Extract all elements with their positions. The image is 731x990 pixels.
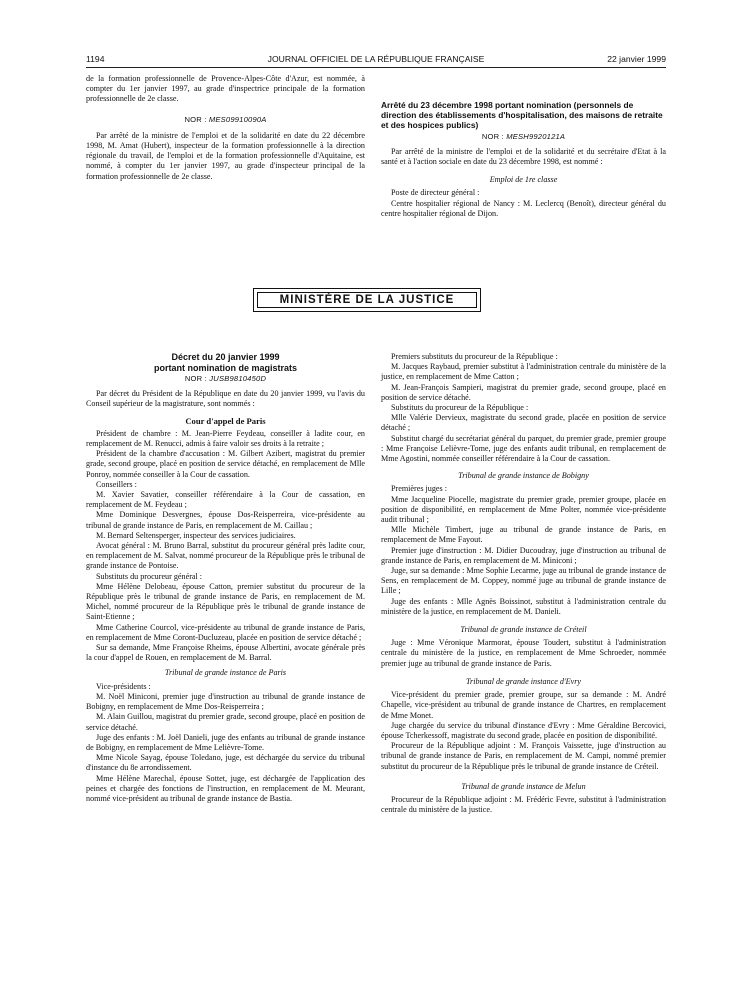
list-item: Premières juges : xyxy=(391,484,447,494)
court-heading: Cour d'appel de Paris xyxy=(185,415,266,426)
paragraph: Par décret du Président de la République en date du 20 janvier 1999, vu l'avis du Conseil supérieur de la magistrature, sont nommés : xyxy=(86,389,365,409)
top-left-column xyxy=(86,74,365,182)
tribunal-heading: Tribunal de grande instance de Paris xyxy=(164,668,287,678)
nor-reference: NOR : MES09910090A xyxy=(184,114,267,124)
list-item: Substituts du procureur de la République : xyxy=(391,403,529,413)
list-item: Sur sa demande, Mme Françoise Rheims, épouse Albertini, avocate générale près la cour d'appel de Rouen, en remplacement de M. Barral. xyxy=(86,643,365,663)
list-item: M. Bernard Seltensperger, inspecteur des services judiciaires. xyxy=(96,530,296,540)
list-item: Mme Hélène Marechal, épouse Sottet, juge, est déchargée de l'application des peines et chargée des fonctions de l'instruction, en remplacement de M. Meurant, nommé vice-président au tribunal de grande instance de Bastia. xyxy=(86,773,365,803)
tribunal-heading: Tribunal de grande instance de Créteil xyxy=(460,625,587,635)
list-item: Mme Hélène Delobeau, épouse Catton, premier substitut du procureur de la République près le tribunal de grande instance de Paris, en remplacement de M. Michel, nommé procureur de la République près le tribunal de grande instance de Saint-Etienne ; xyxy=(86,581,365,622)
list-item: Premier juge d'instruction : M. Didier Ducoudray, juge d'instruction au tribunal de grande instance de Paris, en remplacement de M. Miniconi ; xyxy=(381,545,666,565)
tribunal-heading: Tribunal de grande instance de Melun xyxy=(461,781,586,791)
paragraph: Par arrêté de la ministre de l'emploi et de la solidarité et du secrétaire d'Etat à la santé et à l'action sociale en date du 23 décembre 1998, est nommé : xyxy=(381,146,666,167)
paragraph: Poste de directeur général : xyxy=(391,188,480,198)
paragraph: Centre hospitalier régional de Nancy : M. Leclercq (Benoît), directeur général du centre hospitalier régional de Dijon. xyxy=(381,198,666,218)
list-item: Procureur de la République adjoint : M. François Vaissette, juge d'instruction au tribunal de grande instance de Paris, en remplacement de M. Campi, nommé premier substitut du procureur de la République près le tribunal de grande instance de Créteil. xyxy=(381,741,666,771)
tribunal-bobigny-list xyxy=(381,484,666,617)
list-item: Procureur de la République adjoint : M. Frédéric Fevre, substitut à l'administration centrale du ministère de la justice. xyxy=(381,794,666,815)
list-item: Mlle Valérie Dervieux, magistrate du second grade, placée en position de service détaché ; xyxy=(381,413,666,433)
page-number: 1194 xyxy=(86,54,105,64)
list-item: Président de la chambre d'accusation : M. Gilbert Azibert, magistrat du premier grade, second groupe, placé en position de service détaché, en remplacement de Mlle Ponroy, nommée conseiller à la Cour de cassation. xyxy=(86,449,365,479)
nor-reference: NOR : MESH9920121A xyxy=(481,131,566,141)
list-item: Conseillers : xyxy=(96,479,137,489)
list-item: Président de chambre : M. Jean-Pierre Feydeau, conseiller à ladite cour, en remplacement de M. Renucci, admis à faire valoir ses droits à la retraite ; xyxy=(86,428,365,449)
court-paris-list xyxy=(86,429,365,664)
list-item: Juge des enfants : M. Joël Danieli, juge des enfants au tribunal de grande instance de Bobigny, en remplacement de Mme Lelièvre-Tome. xyxy=(86,732,365,752)
list-item: Avocat général : M. Bruno Barral, substitut du procureur général près ladite cour, en remplacement de M. Salvat, nommé procureur de la République près le tribunal de grande instance de Pontoise. xyxy=(86,541,365,571)
list-item: Juge chargée du service du tribunal d'instance d'Evry : Mme Géraldine Bercovici, épouse Tcherkessoff, magistrate du second grade, placée en position de disponibilité. xyxy=(381,720,666,740)
issue-date: 22 janvier 1999 xyxy=(607,54,666,64)
tribunal-evry-list xyxy=(381,690,666,772)
list-item: Juge : Mme Véronique Marmorat, épouse Toudert, substitut à l'administration centrale du ministère de la justice, en remplacement de Mme Schroeder, nommée premier juge au tribunal de grande instance de Paris. xyxy=(381,638,666,668)
list-item: Juge des enfants : Mlle Agnès Boissinot, substitut à l'administration centrale du ministère de la justice, en remplacement de M. Danieli. xyxy=(381,596,666,616)
list-item: M. Jacques Raybaud, premier substitut à l'administration centrale du ministère de la justice, en remplacement de Mme Catton ; xyxy=(381,362,666,382)
list-item: Mlle Michèle Timbert, juge au tribunal de grande instance de Paris, en remplacement de Mme Fayout. xyxy=(381,525,666,545)
list-item: Vice-présidents : xyxy=(96,681,151,691)
paragraph: de la formation professionnelle de Provence-Alpes-Côte d'Azur, est nommée, à compter du 1er janvier 1997, au grade d'inspectrice principale de la formation professionnelle de 2e classe. xyxy=(86,74,365,104)
section-heading: Emploi de 1re classe xyxy=(489,175,558,185)
ministry-heading-box xyxy=(253,288,481,312)
list-item: M. Xavier Savatier, conseiller référendaire à la Cour de cassation, en remplacement de M. Feydeau ; xyxy=(86,490,365,510)
running-header xyxy=(86,54,666,68)
list-item: Vice-président du premier grade, premier groupe, sur sa demande : M. André Chapelle, vice-président au tribunal de grande instance de Chartres, en remplacement de Mme Monet. xyxy=(381,690,666,720)
decree-title: Décret du 20 janvier 1999 xyxy=(171,352,280,362)
list-item: Mme Catherine Courcol, vice-présidente au tribunal de grande instance de Paris, en remplacement de Mme Coront-Ducluzeau, placée en position de service détaché ; xyxy=(86,622,365,642)
list-item: Substitut chargé du secrétariat général du parquet, du premier grade, premier groupe : Mme Françoise Lelièvre-Tome, juge des enfants audit tribunal, en remplacement de Mme Agostini, nommée conseiller référendaire à la Cour de cassation. xyxy=(381,433,666,464)
decree-subtitle: portant nomination de magistrats xyxy=(153,363,297,373)
list-item: M. Alain Guillou, magistrat du premier grade, second groupe, placé en position de service détaché. xyxy=(86,712,365,732)
tribunal-creteil-list xyxy=(381,638,666,669)
nor-code: JUSB9810450D xyxy=(209,374,267,383)
list-item: Premiers substituts du procureur de la République : xyxy=(391,352,558,361)
list-item: Juge, sur sa demande : Mme Sophie Lecarme, juge au tribunal de grande instance de Sens, en remplacement de M. Coppey, nommé juge au tribunal de grande instance de Lille ; xyxy=(381,566,666,596)
top-right-column xyxy=(381,100,666,219)
left-column xyxy=(86,352,365,804)
list-item: Mme Dominique Desvergnes, épouse Dos-Reisperreira, vice-présidente au tribunal de grande instance de Paris, en remplacement de M. Caillau ; xyxy=(86,510,365,530)
tribunal-paris-list xyxy=(86,682,365,804)
right-column xyxy=(381,352,666,815)
header-rule xyxy=(86,67,666,68)
nor-code: MESH9920121A xyxy=(506,131,566,141)
arrete-title: Arrêté du 23 décembre 1998 portant nomination (personnels de direction des établissements d'hospitalisation, des maisons de retraite et des hospices publics) xyxy=(381,100,663,131)
list-item: Mme Jacqueline Piocelle, magistrate du premier grade, premier groupe, placée en position de disponibilité, en remplacement de Mme Polter, nommée vice-présidente audit tribunal ; xyxy=(381,494,666,525)
list-item: M. Jean-François Sampieri, magistrat du premier grade, second groupe, placé en position de service détaché. xyxy=(381,382,666,402)
nor-reference: NOR : JUSB9810450D xyxy=(184,374,267,383)
tribunal-melun-list xyxy=(381,795,666,815)
list-item: M. Noël Miniconi, premier juge d'instruction au tribunal de grande instance de Bobigny, en remplacement de Mme Dos-Reisperreira ; xyxy=(86,691,365,712)
ministry-heading: MINISTÈRE DE LA JUSTICE xyxy=(257,292,477,308)
tribunal-paris-continued-list xyxy=(381,352,666,464)
nor-code: MES09910090A xyxy=(208,114,267,124)
list-item: Substituts du procureur général : xyxy=(96,571,203,581)
paragraph: Par arrêté de la ministre de l'emploi et de la solidarité en date du 22 décembre 1998, M. Amat (Hubert), inspecteur de la formation professionnelle à la direction régionale du travail, de l'emploi et de la formation professionnelle d'Aquitaine, est nommé, à compter du 1er janvier 1997, au grade d'inspecteur principal de la formation professionnelle de 2e classe. xyxy=(86,130,365,181)
tribunal-heading: Tribunal de grande instance d'Evry xyxy=(465,676,582,686)
tribunal-heading: Tribunal de grande instance de Bobigny xyxy=(458,471,589,481)
list-item: Mme Nicole Sayag, épouse Toledano, juge, est déchargée du service du tribunal d'instance du 8e arrondissement. xyxy=(86,753,365,773)
journal-title: JOURNAL OFFICIEL DE LA RÉPUBLIQUE FRANÇAISE xyxy=(267,54,485,64)
